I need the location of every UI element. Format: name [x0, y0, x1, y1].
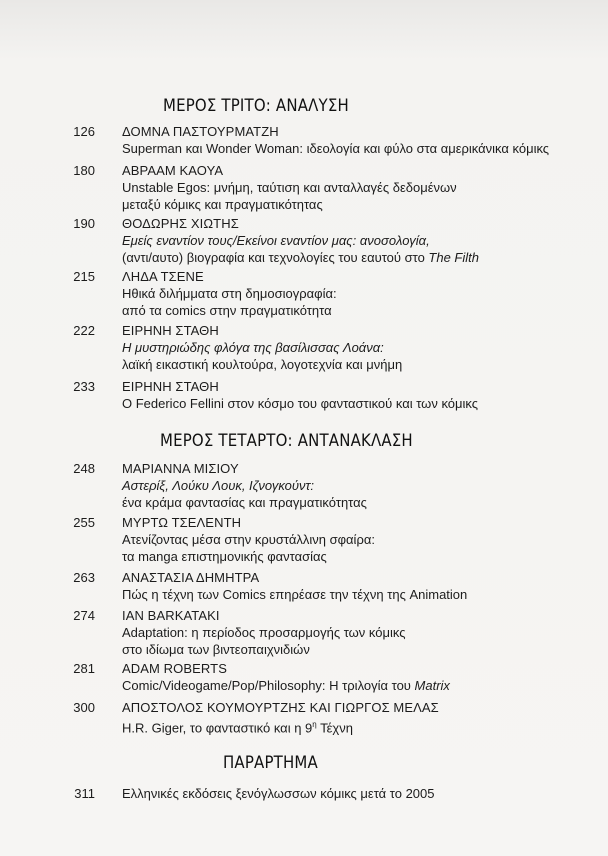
section-title-part-three: ΜΕΡΟΣ ΤΡΙΤΟ: ΑΝΑΛΥΣΗ	[163, 96, 349, 116]
page-number: 300	[73, 700, 95, 715]
entry-title-line	[122, 677, 592, 694]
entry-author: ΘΟΔΩΡΗΣ ΧΙΩΤΗΣ	[122, 216, 239, 231]
entry-author: ΑΝΑΣΤΑΣΙΑ ΔΗΜΗΤΡΑ	[122, 570, 260, 585]
page-number: 248	[73, 461, 95, 476]
entry-title-line: από τα comics στην πραγματικότητα	[122, 303, 332, 318]
entry-title-text: Τέχνη	[316, 720, 353, 736]
entry-body	[122, 785, 592, 802]
entry-body	[122, 514, 592, 565]
page-number: 126	[73, 124, 95, 139]
entry-title-line: τα manga επιστημονικής φαντασίας	[122, 549, 327, 564]
entry-body	[122, 460, 592, 511]
section-title-part-four: ΜΕΡΟΣ ΤΕΤΑΡΤΟ: ΑΝΤΑΝΑΚΛΑΣΗ	[160, 431, 413, 451]
entry-work-title: The Filth	[428, 250, 479, 265]
entry-title-line	[122, 716, 592, 736]
entry-title-line: Εμείς εναντίον τους/Εκείνοι εναντίον μας: ανοσολογία,	[122, 233, 430, 248]
entry-body	[122, 699, 592, 736]
page-number: 222	[73, 323, 95, 338]
entry-title-line: Ελληνικές εκδόσεις ξενόγλωσσων κόμικς μετά το 2005	[122, 786, 435, 801]
entry-title-line: Η μυστηριώδης φλόγα της βασίλισσας Λοάνα:	[122, 340, 384, 355]
entry-body	[122, 607, 592, 658]
entry-title-line: Αστερίξ, Λούκυ Λουκ, Ιζνογκούντ:	[122, 478, 315, 493]
page-number: 311	[74, 786, 95, 801]
entry-author: ΔΟΜΝΑ ΠΑΣΤΟΥΡΜΑΤΖΗ	[122, 124, 279, 139]
entry-author: ΕΙΡΗΝΗ ΣΤΑΘΗ	[122, 379, 219, 394]
entry-title-line: Πώς η τέχνη των Comics επηρέασε την τέχνη της Animation	[122, 587, 468, 602]
entry-title-text: (αντι/αυτο) βιογραφία και τεχνολογίες του εαυτού στο	[122, 250, 429, 265]
entry-body	[122, 322, 592, 373]
section-title-appendix: ΠΑΡΑΡΤΗΜΑ	[223, 753, 318, 773]
entry-author: ΑΒΡΑΑΜ ΚΑΟΥΑ	[122, 163, 224, 178]
entry-title-line: Adaptation: η περίοδος προσαρμογής των κόμικς	[122, 625, 406, 640]
entry-title-line: μεταξύ κόμικς και πραγματικότητας	[122, 197, 323, 212]
entry-title-line: Ο Federico Fellini στον κόσμο του φανταστικού και των κόμικς	[122, 396, 479, 411]
page-number: 180	[73, 163, 95, 178]
page-number: 255	[73, 515, 95, 530]
entry-body	[122, 378, 592, 412]
entry-body	[122, 123, 592, 157]
entry-title-line: ένα κράμα φαντασίας και πραγματικότητας	[122, 495, 367, 510]
entry-body	[122, 268, 592, 319]
entry-author: ΙΑΝ BARKATAKI	[122, 608, 220, 623]
entry-title-text: Comic/Videogame/Pop/Philosophy: Η τριλογία του	[122, 678, 415, 693]
entry-title-line	[122, 249, 592, 266]
page-number: 281	[73, 661, 95, 676]
entry-title-line: στο ιδίωμα των βιντεοπαιχνιδιών	[122, 642, 310, 657]
entry-body	[122, 215, 592, 266]
entry-author: ΜΥΡΤΩ ΤΣΕΛΕΝΤΗ	[122, 515, 242, 530]
page-number: 274	[73, 608, 95, 623]
entry-body	[122, 569, 592, 603]
entry-title-line: λαϊκή εικαστική κουλτούρα, λογοτεχνία και μνήμη	[122, 357, 403, 372]
page-number: 233	[73, 379, 95, 394]
entry-title-line: Superman και Wonder Woman: ιδεολογία και φύλο στα αμερικάνικα κόμικς	[122, 141, 550, 156]
entry-title-text: H.R. Giger, το φανταστικό και η 9	[122, 720, 313, 736]
ordinal-superscript: η	[312, 720, 317, 729]
page-number: 215	[73, 269, 95, 284]
entry-title-line: Ατενίζοντας μέσα στην κρυστάλλινη σφαίρα:	[122, 532, 375, 547]
page-number: 263	[73, 570, 95, 585]
entry-title-line: Unstable Egos: μνήμη, ταύτιση και ανταλλαγές δεδομένων	[122, 180, 457, 195]
entry-author: ΑΠΟΣΤΟΛΟΣ ΚΟΥΜΟΥΡΤΖΗΣ ΚΑΙ ΓΙΩΡΓΟΣ ΜΕΛΑΣ	[122, 700, 439, 715]
entry-author: ΜΑΡΙΑΝΝΑ ΜΙΣΙΟΥ	[122, 461, 239, 476]
entry-body	[122, 162, 592, 213]
page-number: 190	[73, 216, 95, 231]
entry-title-line: Ηθικά διλήμματα στη δημοσιογραφία:	[122, 286, 337, 301]
entry-body	[122, 660, 592, 694]
entry-author: ΛΗΔΑ ΤΣΕΝΕ	[122, 269, 204, 284]
entry-work-title: Matrix	[414, 678, 450, 693]
entry-author: ADAM ROBERTS	[122, 661, 227, 676]
entry-author: ΕΙΡΗΝΗ ΣΤΑΘΗ	[122, 323, 219, 338]
